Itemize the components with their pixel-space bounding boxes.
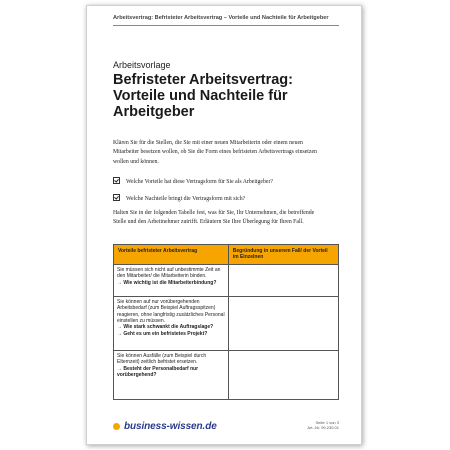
page-number: Seite 1 von 3: [315, 420, 339, 425]
title-line-3: Arbeitgeber: [113, 104, 195, 120]
checkbox-checked-icon: [113, 194, 120, 201]
header-divider: [113, 25, 339, 26]
checkbox-checked-icon: [113, 177, 120, 184]
cell-question: → Geht es um ein befristetes Projekt?: [117, 330, 208, 337]
table-header-row: [114, 245, 339, 265]
table-cell: [114, 350, 229, 399]
cell-text: Sie müssen sich nicht auf unbestimmte Zeit an den Mitarbeiter/ die Mitarbeiterin binden.: [117, 266, 221, 280]
document-page: [86, 5, 362, 445]
checklist-text: Welche Nachteile bringt die Vertragsform mit sich?: [126, 196, 246, 202]
table-header-cell: Begründung in unserem Fall/ der Vorteil im Einzelnen: [228, 245, 338, 265]
table-cell: [114, 296, 229, 350]
logo-text: business-wissen.de: [124, 421, 217, 432]
checklist-item: [113, 177, 273, 185]
checklist-item: [113, 194, 245, 202]
document-title: [113, 72, 343, 120]
article-number: Art.-Nr. 99.230.01: [307, 425, 339, 431]
cell-text: Sie können auf nur vorübergehenden Arbeitsbedarf (zum Beispiel Auftragsspitzen) reagieren, ohne langfristig zusätzliches Personal einstellen zu müssen.: [117, 298, 225, 325]
intro-paragraph: Klären Sie für die Stellen, die Sie mit einer neuen Mitarbeiterin oder einem neuen Mitarbeiter besetzen wollen, ob Sie die Form eines befristeten Arbeitsvertrags einsetzen wollen und können.: [113, 140, 317, 165]
running-header: Arbeitsvertrag: Befristeter Arbeitsvertrag – Vorteile und Nachteile für Arbeitgeber: [113, 15, 329, 21]
table-row: [114, 350, 339, 399]
table-row: [114, 296, 339, 350]
table-row: [114, 264, 339, 296]
table-cell: [114, 264, 229, 296]
document-kicker: Arbeitsvorlage: [113, 60, 171, 70]
cell-question: → Wie stark schwankt die Auftragslage?: [117, 324, 214, 331]
answer-cell[interactable]: [228, 350, 338, 399]
orange-dot-icon: [113, 423, 120, 430]
answer-cell[interactable]: [228, 296, 338, 350]
title-line-1: Befristeter Arbeitsvertrag:: [113, 72, 293, 88]
cell-text: Sie können Ausfälle (zum Beispiel durch Elternzeit) zeitlich befristet ersetzen.: [117, 352, 207, 366]
brand-logo[interactable]: [113, 421, 217, 432]
table-header-cell: Vorteile befristeter Arbeitsvertrag: [114, 245, 229, 265]
advantages-table: [113, 244, 339, 400]
cell-question: → Besteht der Personalbedarf nur vorübergehend?: [117, 365, 199, 379]
title-line-2: Vorteile und Nachteile für: [113, 88, 288, 104]
page-info: [307, 420, 339, 430]
answer-cell[interactable]: [228, 264, 338, 296]
instruction-paragraph: Halten Sie in der folgenden Tabelle fest, was für Sie, Ihr Unternehmen, die betreffende Stelle und den Arbeitnehmer zutrifft. Erläutern Sie Ihre Überlegung für Ihren Fall.: [113, 210, 315, 226]
checklist-text: Welche Vorteile hat diese Vertragsform für Sie als Arbeitgeber?: [126, 179, 273, 185]
cell-question: → Wie wichtig ist die Mitarbeiterbindung?: [117, 279, 217, 286]
